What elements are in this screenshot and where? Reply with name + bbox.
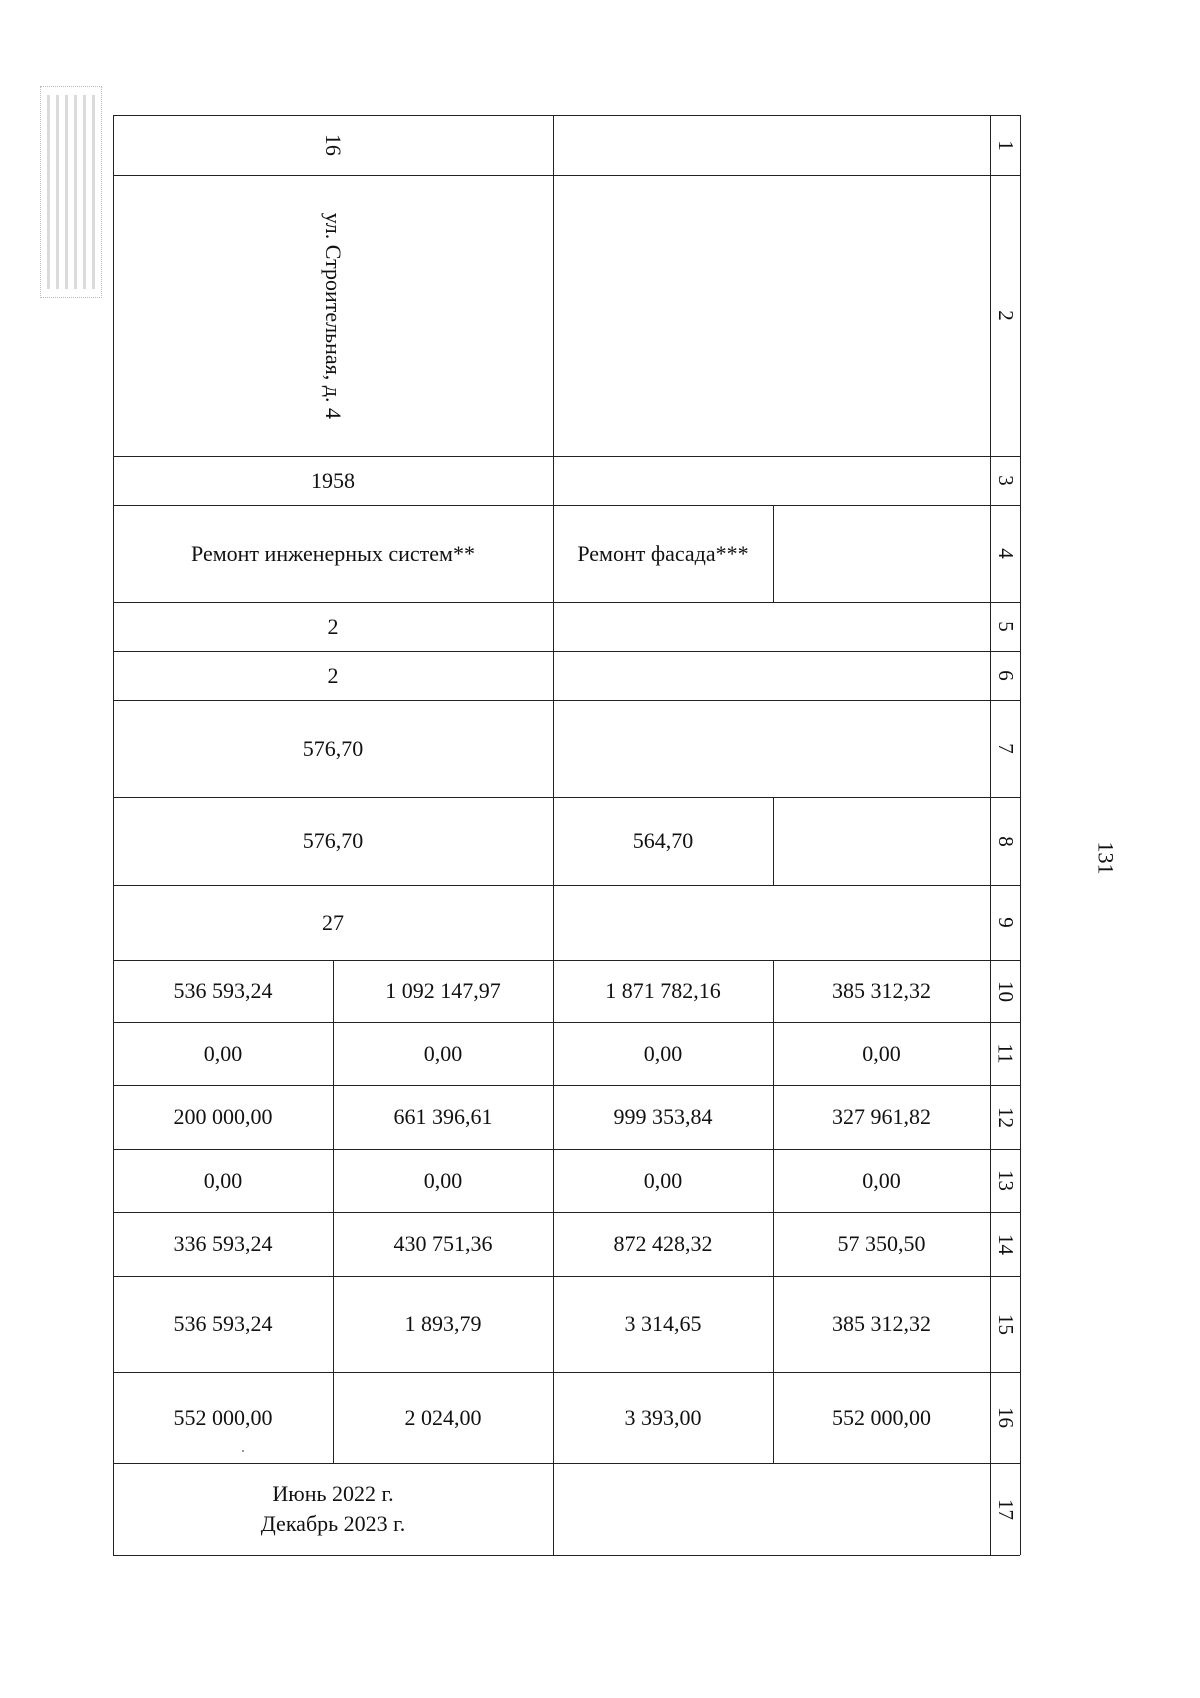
table-cell: 0,00 bbox=[862, 1167, 901, 1193]
row6-cell: 2 bbox=[327, 662, 339, 688]
work-facade-cell: Ремонт фасада*** bbox=[577, 540, 749, 566]
table-cell: 0,00 bbox=[862, 1040, 901, 1066]
row-number: 2 bbox=[993, 310, 1018, 321]
table-cell: 1 893,79 bbox=[404, 1311, 482, 1337]
row7-cell: 576,70 bbox=[302, 735, 364, 761]
row9-cell: 27 bbox=[322, 909, 344, 935]
page-number: 131 bbox=[1093, 841, 1118, 875]
dates-cell: Июнь 2022 г. Декабрь 2023 г. bbox=[260, 1481, 406, 1536]
row-number: 7 bbox=[993, 743, 1018, 754]
table-cell: 3 314,65 bbox=[624, 1311, 702, 1337]
row-number: 6 bbox=[993, 670, 1018, 681]
table-cell: 552 000,00 bbox=[173, 1404, 273, 1430]
row-number: 9 bbox=[993, 917, 1018, 928]
row-number: 15 bbox=[993, 1313, 1018, 1335]
row8-cell-a: 576,70 bbox=[302, 828, 364, 854]
row-number: 8 bbox=[993, 835, 1018, 847]
table-cell: 385 312,32 bbox=[832, 978, 931, 1004]
row8-cell-b: 564,70 bbox=[632, 828, 694, 854]
work-engineering-cell: Ремонт инженерных систем** bbox=[191, 540, 475, 566]
table-cell: 536 593,24 bbox=[173, 1311, 273, 1337]
stamp-mark bbox=[40, 86, 102, 298]
row-number: 10 bbox=[993, 980, 1018, 1002]
table-cell: 552 000,00 bbox=[832, 1404, 931, 1430]
row5-cell: 2 bbox=[327, 613, 339, 639]
scan-speck bbox=[242, 1450, 244, 1452]
table-cell: 336 593,24 bbox=[173, 1231, 273, 1257]
row-number: 3 bbox=[993, 475, 1018, 486]
table-cell: 385 312,32 bbox=[832, 1311, 931, 1337]
table-cell: 0,00 bbox=[643, 1040, 683, 1066]
year-cell: 1958 bbox=[311, 467, 355, 493]
table-cell: 3 393,00 bbox=[624, 1404, 702, 1430]
address-cell: ул. Строительная, д. 4 bbox=[320, 212, 346, 419]
row-number: 1 bbox=[993, 139, 1018, 151]
row-number: 17 bbox=[993, 1498, 1018, 1520]
table-cell: 200 000,00 bbox=[173, 1104, 273, 1130]
index-cell: 16 bbox=[320, 134, 346, 156]
row-number: 4 bbox=[993, 548, 1018, 559]
table-cell: 327 961,82 bbox=[832, 1104, 931, 1130]
table-cell: 0,00 bbox=[423, 1167, 463, 1193]
table-cell: 1 871 782,16 bbox=[605, 978, 721, 1004]
table-cell: 0,00 bbox=[643, 1167, 683, 1193]
table-cell: 536 593,24 bbox=[173, 978, 273, 1004]
table-cell: 999 353,84 bbox=[613, 1104, 713, 1130]
table-cell: 1 092 147,97 bbox=[385, 978, 501, 1004]
table-cell: 0,00 bbox=[203, 1167, 243, 1193]
table-cell: 872 428,32 bbox=[613, 1231, 713, 1257]
table-cell: 430 751,36 bbox=[393, 1231, 493, 1257]
row-number: 14 bbox=[993, 1233, 1018, 1255]
table-cell: 57 350,50 bbox=[837, 1231, 926, 1257]
row-number: 11 bbox=[993, 1043, 1018, 1064]
row-number: 13 bbox=[993, 1170, 1018, 1191]
table-cell: 2 024,00 bbox=[404, 1404, 482, 1430]
row-number: 12 bbox=[993, 1106, 1018, 1128]
row-number: 16 bbox=[993, 1407, 1018, 1428]
table-cell: 0,00 bbox=[203, 1040, 243, 1066]
table-cell: 0,00 bbox=[423, 1040, 463, 1066]
table-cell: 661 396,61 bbox=[393, 1104, 493, 1130]
row-number: 5 bbox=[993, 621, 1018, 632]
